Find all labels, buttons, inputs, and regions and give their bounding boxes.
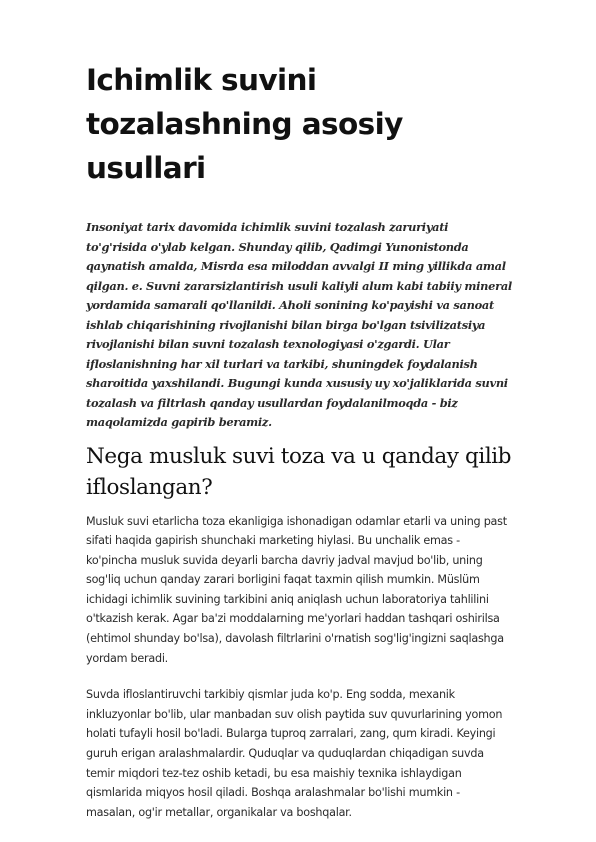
section-heading: Nega musluk suvi toza va u qanday qilib ifloslangan?	[86, 443, 512, 500]
article-intro: Insoniyat tarix davomida ichimlik suvini tozalash zaruriyati to'g'risida o'ylab kelgan. Shunday qilib, Qadimgi Yunonistonda qaynatish amalda, Misrda esa miloddan avvalgi II ming yillikda amal qilgan. e. Suvni zararsizlantirish usuli kaliyli alum kabi tabiiy mineral yordamida samarali qo'llanildi. Aholi sonining ko'payishi va sanoat ishlab chiqarishining rivojlanishi bilan birga bo'lgan tsivilizatsiya rivojlanishi bilan suvni tozalash texnologiyasi o'zgardi. Ular ifloslanishning har xil turlari va tarkibi, shuningdek foydalanish sharoitida yaxshilandi. Bugungi kunda xususiy uy xo'jaliklarida suvni tozalash va filtrlash qanday usullardan foydalanilmoqda - biz maqolamizda gapirib beramiz.	[86, 220, 512, 429]
article	[86, 58, 512, 839]
body-paragraph-1: Musluk suvi etarlicha toza ekanligiga ishonadigan odamlar etarli va uning past sifati haqida gapirish shunchaki marketing hiylasi. Bu unchalik emas - ko'pincha musluk suvida deyarli barcha davriy jadval mavjud bo'lib, uning sog'liq uchun qanday zarari borligini faqat taxmin qilish mumkin. Müslüm ichidagi ichimlik suvining tarkibini aniq aniqlash uchun laboratoriya tahlilini o'tkazish kerak. Agar ba'zi moddalarning me'yorlari haddan tashqari oshirilsa (ehtimol shunday bo'lsa), davolash filtrlarini o'rnatish sog'lig'ingizni saqlashga yordam beradi.	[86, 514, 507, 665]
body-paragraph-2: Suvda ifloslantiruvchi tarkibiy qismlar juda ko'p. Eng sodda, mexanik inkluzyonlar bo'lib, ular manbadan suv olish paytida suv quvurlarining yomon holati tufayli hosil bo'ladi. Bularga tuproq zarralari, zang, qum kiradi. Keyingi guruh erigan aralashmalardir. Quduqlar va quduqlardan chiqadigan suvda temir miqdori tez-tez oshib ketadi, bu esa maishiy texnika ishlaydigan qismlarida miqyos hosil qiladi. Boshqa aralashmalar bo'lishi mumkin - masalan, og'ir metallar, organikalar va boshqalar.	[86, 688, 503, 819]
article-title: Ichimlik suvini tozalashning asosiy usullari	[86, 63, 403, 185]
